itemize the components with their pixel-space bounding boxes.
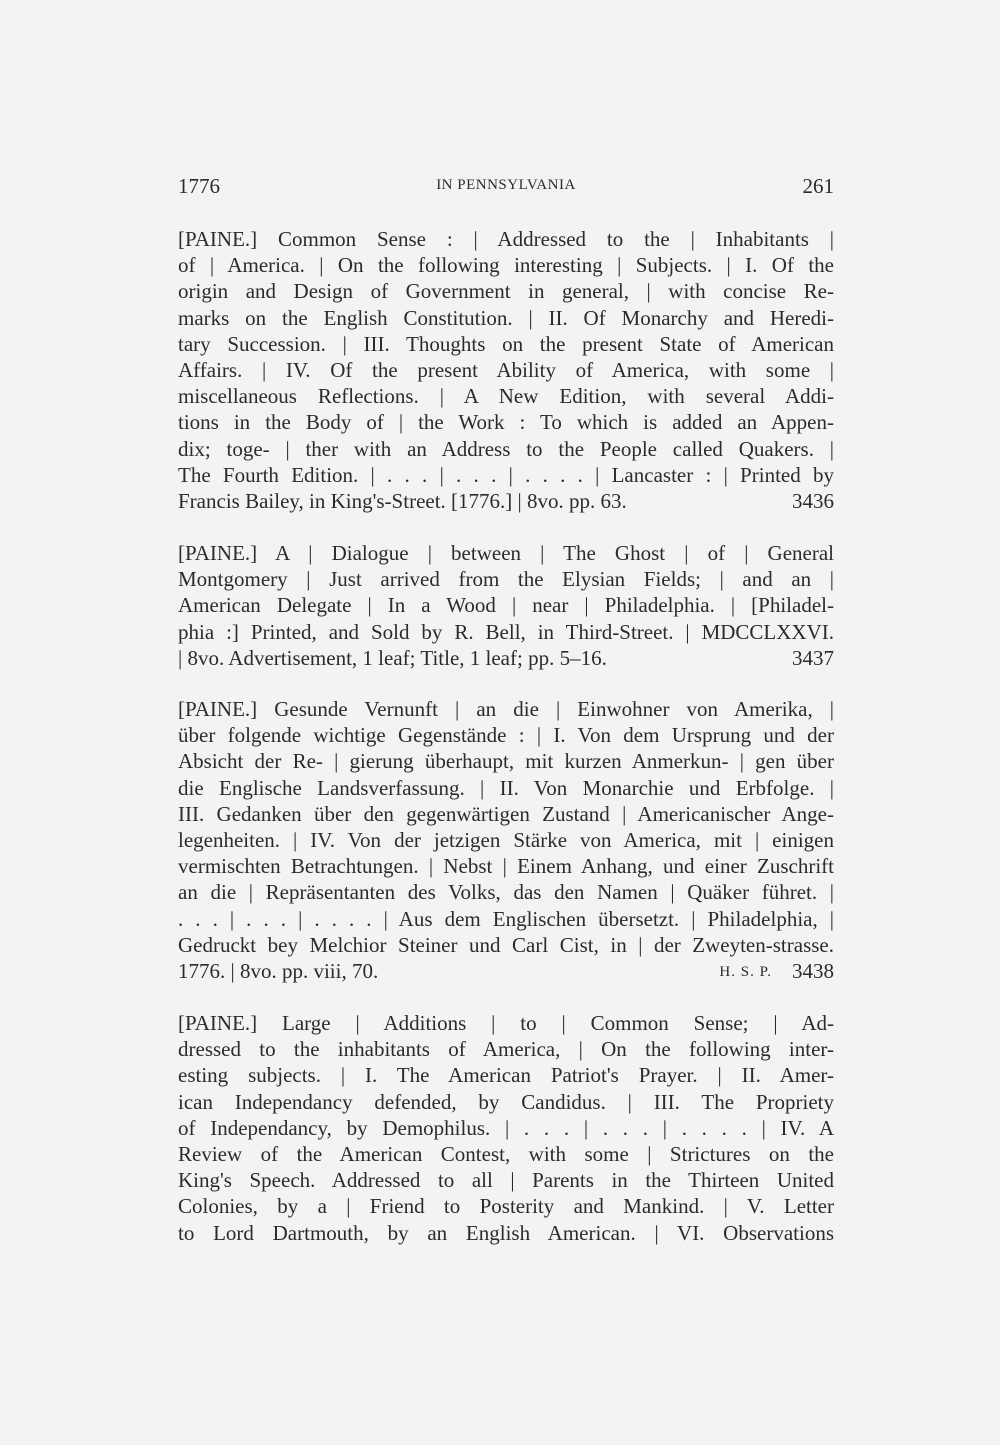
bibliography-entry <box>178 540 834 671</box>
entry-last-line <box>178 645 834 671</box>
entry-line: phia :] Printed, and Sold by R. Bell, in Third-Street. | MDCCLXXVI. <box>178 619 834 644</box>
header-year: 1776 <box>178 174 220 198</box>
entry-line: Affairs. | IV. Of the present Ability of America, with some | <box>178 358 834 383</box>
entry-line: of Independancy, by Demophilus. | . . . | . . . | . . . . | IV. A <box>178 1115 834 1140</box>
entry-line: an die | Repräsentanten des Volks, das den Namen | Quäker führet. | <box>178 880 834 905</box>
entry-line: legenheiten. | IV. Von der jetzigen Stärke von America, mit | einigen <box>178 828 834 853</box>
entry-line: | 8vo. Advertisement, 1 leaf; Title, 1 leaf; pp. 5–16. <box>178 645 607 670</box>
entry-last-line <box>178 958 834 984</box>
entry-line: tary Succession. | III. Thoughts on the present State of American <box>178 331 834 356</box>
bibliography-entry <box>178 696 834 984</box>
entry-line: King's Speech. Addressed to all | Parents in the Thirteen United <box>178 1168 834 1193</box>
page-number: 261 <box>802 174 834 198</box>
entry-line: vermischten Betrachtungen. | Nebst | Einem Anhang, und einer Zuschrift <box>178 854 834 879</box>
entry-number: 3437 <box>792 645 834 670</box>
entry-line: marks on the English Constitution. | II. Of Monarchy and Heredi- <box>178 305 834 330</box>
entry-line: 1776. | 8vo. pp. viii, 70. <box>178 959 379 984</box>
entry-line: American Delegate | In a Wood | near | Philadelphia. | [Philadel- <box>178 593 834 618</box>
entry-line: über folgende wichtige Gegenstände : | I. Von dem Ursprung und der <box>178 723 834 748</box>
entry-last-line <box>178 488 834 514</box>
entry-line: die Englische Landsverfassung. | II. Von Monarchie und Erbfolge. | <box>178 775 834 800</box>
entry-line: to Lord Dartmouth, by an English American. | VI. Observations <box>178 1220 834 1245</box>
entry-line: III. Gedanken über den gegenwärtigen Zustand | Americanischer Ange- <box>178 801 834 826</box>
entry-line: [PAINE.] Common Sense : | Addressed to the | Inhabitants | <box>178 227 834 251</box>
entry-line: Gedruckt bey Melchior Steiner und Carl Cist, in | der Zweyten-strasse. <box>178 932 834 957</box>
entry-line: Montgomery | Just arrived from the Elysian Fields; | and an | <box>178 567 834 592</box>
entry-line: [PAINE.] Large | Additions | to | Common Sense; | Ad- <box>178 1011 834 1035</box>
entry-line: . . . | . . . | . . . . | Aus dem Englischen übersetzt. | Philadelphia, | <box>178 906 834 931</box>
entry-line: Francis Bailey, in King's-Street. [1776.] | 8vo. pp. 63. <box>178 489 627 514</box>
entry-number: 3436 <box>792 489 834 514</box>
page-header <box>178 174 834 202</box>
entry-line: Absicht der Re- | gierung überhaupt, mit kurzen Anmerkun- | gen über <box>178 749 834 774</box>
entry-line: Colonies, by a | Friend to Posterity and Mankind. | V. Letter <box>178 1194 834 1219</box>
entry-line: Review of the American Contest, with some | Strictures on the <box>178 1142 834 1167</box>
entry-line: [PAINE.] Gesunde Vernunft | an die | Einwohner von Amerika, | <box>178 697 834 721</box>
entry-line: esting subjects. | I. The American Patriot's Prayer. | II. Amer- <box>178 1063 834 1088</box>
entry-line: The Fourth Edition. | . . . | . . . | . . . . | Lancaster : | Printed by <box>178 462 834 487</box>
entry-line: of | America. | On the following interesting | Subjects. | I. Of the <box>178 253 834 278</box>
entry-line: dix; toge- | ther with an Address to the People called Quakers. | <box>178 436 834 461</box>
bibliography-entry <box>178 1010 834 1246</box>
entry-line: [PAINE.] A | Dialogue | between | The Ghost | of | General <box>178 541 834 565</box>
entry-line: ican Independancy defended, by Candidus. | III. The Propriety <box>178 1089 834 1114</box>
source-library: H. S. P. <box>719 964 772 981</box>
entry-line: miscellaneous Reflections. | A New Edition, with several Addi- <box>178 384 834 409</box>
entry-line: dressed to the inhabitants of America, | On the following inter- <box>178 1037 834 1062</box>
running-title: IN PENNSYLVANIA <box>436 177 576 193</box>
bibliography-entry <box>178 226 834 514</box>
entry-number: 3438 <box>792 959 834 984</box>
entry-line: tions in the Body of | the Work : To which is added an Appen- <box>178 410 834 435</box>
entry-line: origin and Design of Government in general, | with concise Re- <box>178 279 834 304</box>
